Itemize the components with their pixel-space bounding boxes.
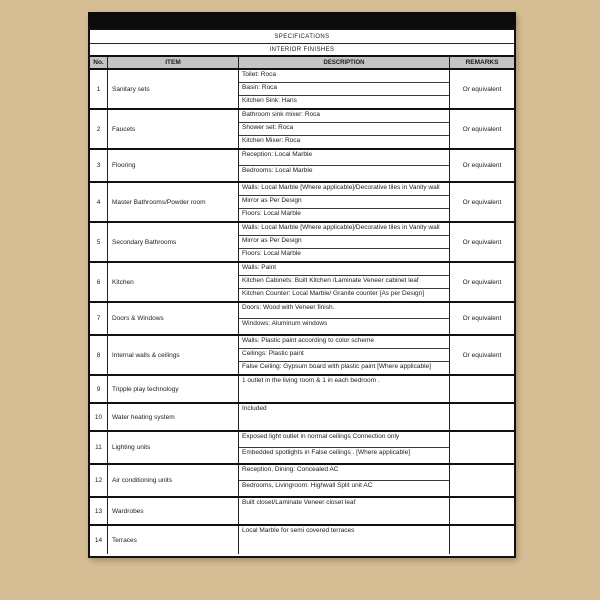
specifications-table xyxy=(88,28,516,558)
column-header-no: No. xyxy=(90,57,108,68)
table-row xyxy=(90,526,514,554)
description-line: Floors: Local Marble xyxy=(242,210,301,217)
remark-cell: Or equivalent xyxy=(462,85,502,93)
description-cell xyxy=(239,263,450,301)
remark-cell: Or equivalent xyxy=(462,125,502,133)
description-line: Reception, Dining: Concealed AC xyxy=(239,465,449,481)
description-line: Ceilings: Plastic paint xyxy=(239,349,449,362)
row-number: 3 xyxy=(90,150,108,181)
description-cell xyxy=(239,465,450,496)
table-body xyxy=(90,70,514,556)
description-line: Toilet: Roca xyxy=(239,70,449,83)
table-row xyxy=(90,336,514,376)
description-line: Kitchen Counter: Local Marble/ Granite counter [As per Design] xyxy=(242,290,425,297)
description-line: Embedded spotlights in False ceilings . [Where applicable] xyxy=(242,449,411,456)
item-cell: Terraces xyxy=(108,526,239,554)
table-row xyxy=(90,110,514,150)
description-cell xyxy=(239,498,450,524)
table-title: SPECIFICATIONS xyxy=(90,30,514,44)
description-line: Windows: Aluminum windows xyxy=(242,320,328,327)
description-cell xyxy=(239,432,450,463)
remark-cell xyxy=(450,526,514,554)
document-title-bar xyxy=(88,12,516,28)
item-cell: Secondary Bathrooms xyxy=(108,223,239,261)
table-row xyxy=(90,465,514,498)
table-row xyxy=(90,432,514,465)
description-line: Shower set: Roca xyxy=(239,123,449,136)
table-row xyxy=(90,376,514,404)
description-cell xyxy=(239,336,450,374)
description-cell xyxy=(239,183,450,221)
remark-cell: Or equivalent xyxy=(462,278,502,286)
table-row xyxy=(90,70,514,110)
item-cell: Tripple play technology xyxy=(108,376,239,402)
row-number: 2 xyxy=(90,110,108,148)
remark-cell xyxy=(450,465,514,496)
description-line: Kitchen Mixer: Roca xyxy=(242,137,301,144)
description-line: False Ceiling: Gypsum board with plastic paint [Where applicable] xyxy=(242,363,431,370)
description-cell xyxy=(239,404,450,430)
description-line: Mirror as Per Design xyxy=(239,196,449,209)
description-line: Walls: Local Marble [Where applicable]/Decorative tiles in Vanity wall xyxy=(239,223,449,236)
table-subtitle: INTERIOR FINISHES xyxy=(90,44,514,57)
item-cell: Water heating system xyxy=(108,404,239,430)
table-header-row xyxy=(90,57,514,70)
description-cell xyxy=(239,526,450,554)
item-cell: Doors & Windows xyxy=(108,303,239,334)
table-row xyxy=(90,183,514,223)
description-line: Exposed light outlet in normal ceilings Connection only xyxy=(239,432,449,448)
description-line: Local Marble for semi covered terraces xyxy=(242,527,355,534)
row-number: 12 xyxy=(90,465,108,496)
description-line: Bathroom sink mixer: Roca xyxy=(239,110,449,123)
remark-cell xyxy=(450,432,514,463)
row-number: 14 xyxy=(90,526,108,554)
item-cell: Internal walls & ceilings xyxy=(108,336,239,374)
description-line: Included xyxy=(242,405,267,412)
description-cell xyxy=(239,223,450,261)
description-cell xyxy=(239,150,450,181)
row-number: 9 xyxy=(90,376,108,402)
description-line: Bedrooms: Local Marble xyxy=(242,167,313,174)
table-row xyxy=(90,404,514,432)
description-line: Floors: Local Marble xyxy=(242,250,301,257)
column-header-remarks: REMARKS xyxy=(465,59,499,66)
table-row xyxy=(90,498,514,526)
remark-cell xyxy=(450,376,514,402)
item-cell: Flooring xyxy=(108,150,239,181)
description-line: Walls: Local Marble [Where applicable]/Decorative tiles in Vanity wall xyxy=(239,183,449,196)
remark-cell: Or equivalent xyxy=(462,351,502,359)
description-line: Reception: Local Marble xyxy=(239,150,449,166)
description-line: Doors: Wood with Veneer finish. xyxy=(239,303,449,319)
item-cell: Air conditioning units xyxy=(108,465,239,496)
row-number: 7 xyxy=(90,303,108,334)
description-line: Walls: Plastic paint according to color scheme xyxy=(239,336,449,349)
table-row xyxy=(90,303,514,336)
description-line: Kitchen Cabinets: Built Kitchen /Laminate Veneer cabinet leaf xyxy=(239,276,449,289)
table-row xyxy=(90,263,514,303)
item-cell: Kitchen xyxy=(108,263,239,301)
table-row xyxy=(90,150,514,183)
remark-cell: Or equivalent xyxy=(462,198,502,206)
row-number: 8 xyxy=(90,336,108,374)
remark-cell xyxy=(450,498,514,524)
table-row xyxy=(90,223,514,263)
description-line: Basin: Roca xyxy=(239,83,449,96)
row-number: 4 xyxy=(90,183,108,221)
remark-cell xyxy=(450,404,514,430)
description-cell xyxy=(239,376,450,402)
item-cell: Wardrobes xyxy=(108,498,239,524)
description-line: Bedrooms, Livingroom: Highwall Split unit AC xyxy=(242,482,373,489)
item-cell: Faucets xyxy=(108,110,239,148)
remark-cell: Or equivalent xyxy=(462,162,502,169)
description-cell xyxy=(239,70,450,108)
description-line: Walls: Paint xyxy=(239,263,449,276)
description-line: 1 outlet in the living room & 1 in each bedroom . xyxy=(242,377,380,384)
description-line: Kitchen Sink: Hans xyxy=(242,97,297,104)
document-page xyxy=(88,12,516,558)
row-number: 10 xyxy=(90,404,108,430)
row-number: 6 xyxy=(90,263,108,301)
description-cell xyxy=(239,303,450,334)
row-number: 13 xyxy=(90,498,108,524)
column-header-item: ITEM xyxy=(108,57,239,68)
row-number: 1 xyxy=(90,70,108,108)
item-cell: Master Bathrooms/Powder room xyxy=(108,183,239,221)
description-line: Built closet/Laminate Veneer closet leaf xyxy=(242,499,356,506)
description-line: Mirror as Per Design xyxy=(239,236,449,249)
row-number: 11 xyxy=(90,432,108,463)
remark-cell: Or equivalent xyxy=(462,238,502,246)
item-cell: Sanitary sets xyxy=(108,70,239,108)
description-cell xyxy=(239,110,450,148)
row-number: 5 xyxy=(90,223,108,261)
column-header-description: DESCRIPTION xyxy=(239,57,450,68)
remark-cell: Or equivalent xyxy=(462,315,502,322)
item-cell: Lighting units xyxy=(108,432,239,463)
